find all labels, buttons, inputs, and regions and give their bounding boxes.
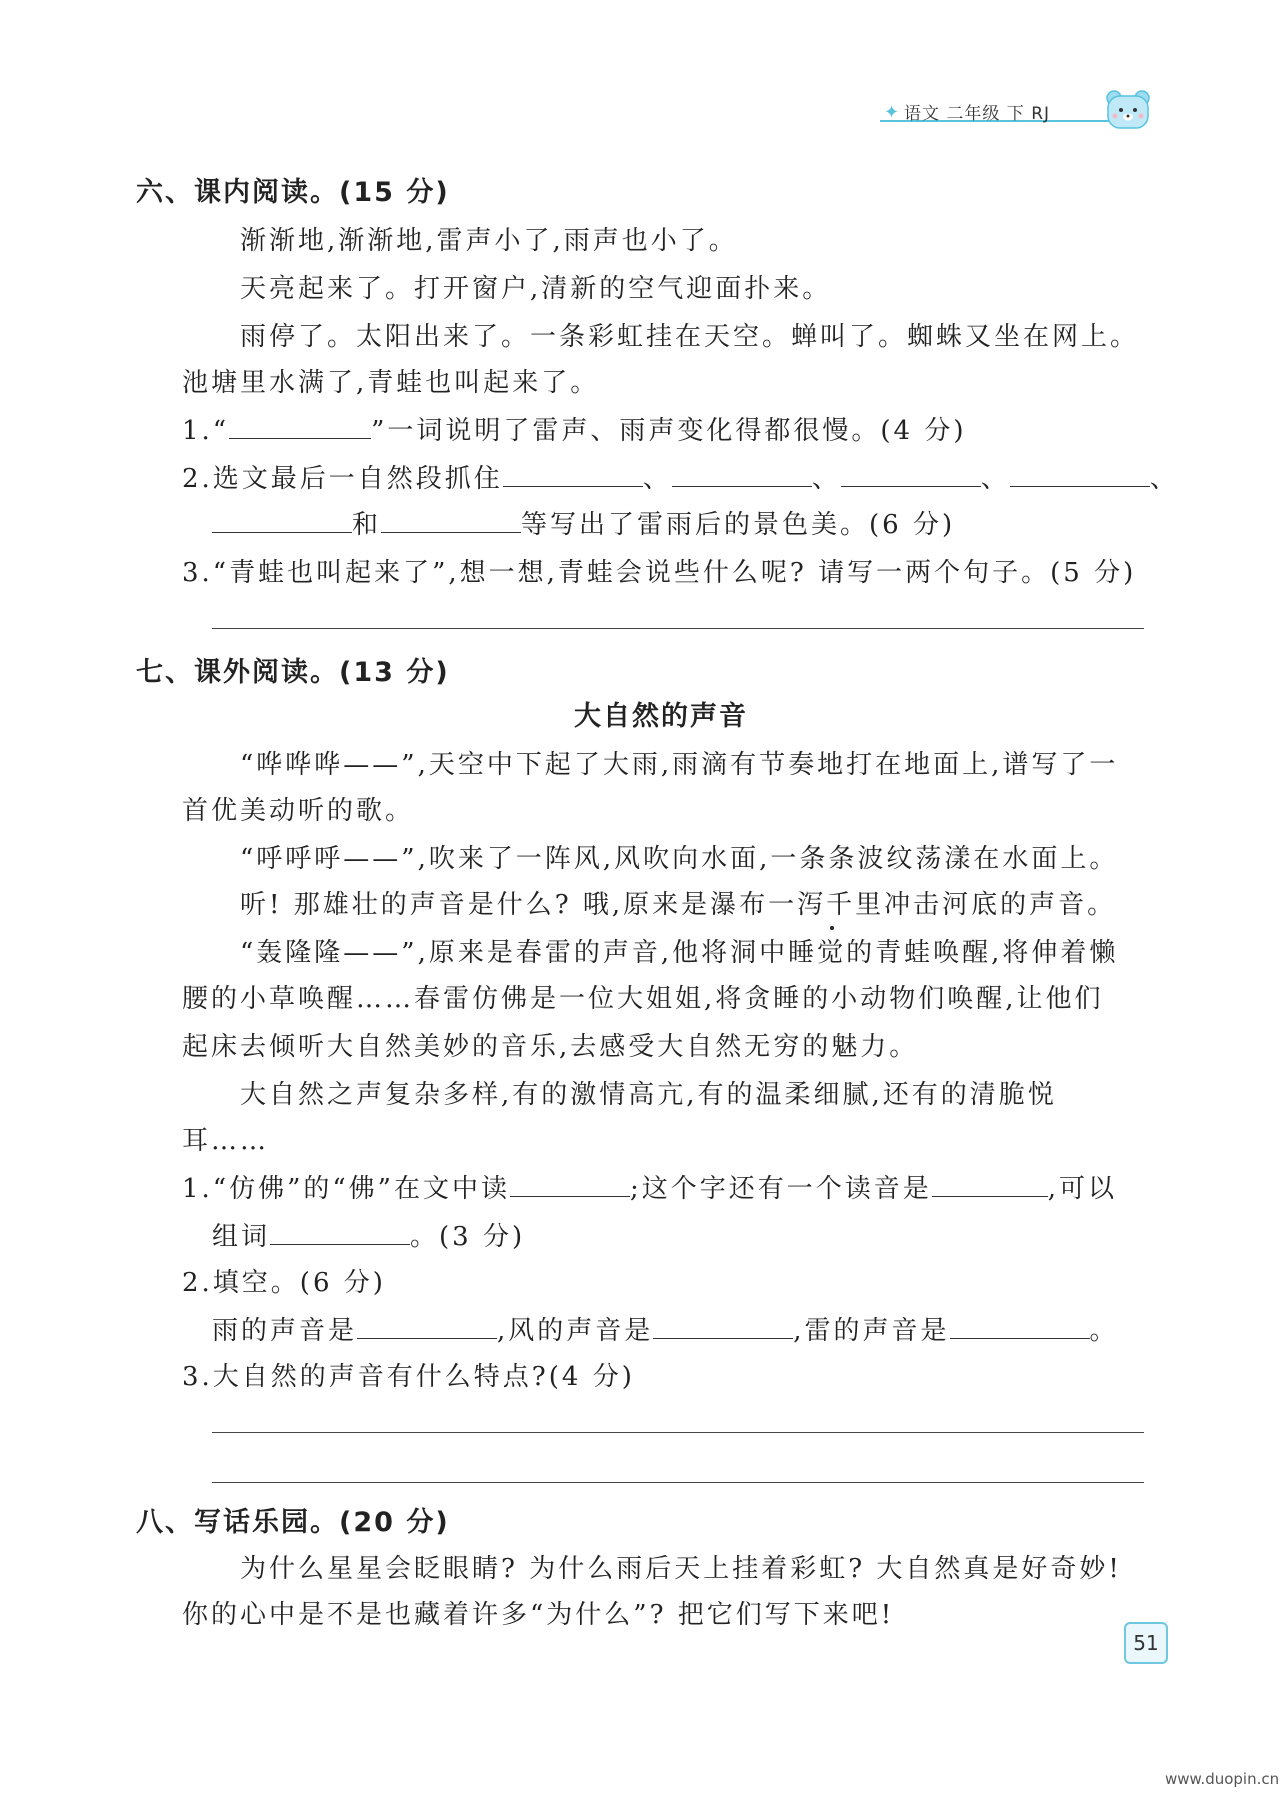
- p4a-text-end: 的青蛙唤醒,将伸着懒: [846, 938, 1119, 968]
- q1-prefix: 1.“仿佛”的“佛”在文中读: [182, 1174, 510, 1204]
- answer-blank[interactable]: [357, 1316, 497, 1339]
- answer-blank[interactable]: [229, 416, 371, 439]
- answer-blank[interactable]: [270, 1222, 410, 1245]
- bear-icon: [1104, 88, 1152, 134]
- s6-question-1: [182, 410, 967, 447]
- q1-prefix: 1.“: [182, 416, 230, 446]
- section-7-heading: 七、课外阅读。(13 分): [136, 657, 450, 688]
- passage-title: 大自然的声音: [574, 701, 748, 732]
- s6-paragraph-1: 渐渐地,渐渐地,雷声小了,雨声也小了。: [240, 226, 738, 256]
- q1b-prefix: 组词: [212, 1222, 271, 1252]
- s7-question-3: 3.大自然的声音有什么特点?(4 分): [182, 1362, 635, 1392]
- q1b-suffix: 。(3 分): [410, 1222, 526, 1252]
- q2-prefix: 2.选文最后一自然段抓住: [182, 464, 503, 494]
- s7-question-1b: [212, 1216, 525, 1253]
- q1-text: ”一词说明了雷声、雨声变化得都很慢。(4 分): [371, 416, 967, 446]
- thunder-sound-label: ,雷的声音是: [793, 1316, 950, 1346]
- separator: 、: [980, 464, 1010, 494]
- separator: 、: [642, 464, 672, 494]
- s7-question-2: 2.填空。(6 分): [182, 1268, 386, 1298]
- q2-text: 等写出了雷雨后的景色美。(6 分): [521, 510, 956, 540]
- answer-line[interactable]: [212, 1482, 1144, 1483]
- answer-blank[interactable]: [932, 1174, 1048, 1197]
- s7-paragraph-2: “呼呼呼——”,吹来了一阵风,风吹向水面,一条条波纹荡漾在水面上。: [240, 844, 1119, 874]
- rain-sound-label: 雨的声音是: [212, 1316, 358, 1346]
- answer-blank[interactable]: [950, 1316, 1090, 1339]
- p4a-text: “轰隆隆——”,原来是春雷的声音,他将洞中睡: [240, 938, 818, 968]
- s7-paragraph-5a: 大自然之声复杂多样,有的激情高亢,有的温柔细腻,还有的清脆悦: [240, 1080, 1057, 1110]
- answer-line[interactable]: [212, 1432, 1144, 1433]
- answer-blank[interactable]: [503, 464, 643, 487]
- answer-blank[interactable]: [672, 464, 812, 487]
- s7-paragraph-4b: 腰的小草唤醒……春雷仿佛是一位大姐姐,将贪睡的小动物们唤醒,让他们: [182, 984, 1104, 1014]
- page-number: 51: [1124, 1622, 1168, 1664]
- s6-paragraph-3b: 池塘里水满了,青蛙也叫起来了。: [182, 368, 600, 398]
- s7-paragraph-4c: 起床去倾听大自然美妙的音乐,去感受大自然无穷的魅力。: [182, 1032, 919, 1062]
- and-text: 和: [352, 510, 382, 540]
- footer-site: www.duopin.cn: [1165, 1770, 1280, 1788]
- s7-paragraph-3: 听! 那雄壮的声音是什么? 哦,原来是瀑布一泻千里冲击河底的声音。: [240, 890, 1117, 920]
- s7-paragraph-1a: “哗哗哗——”,天空中下起了大雨,雨滴有节奏地打在地面上,谱写了一: [240, 750, 1119, 780]
- s7-question-2b: [212, 1310, 1119, 1347]
- separator: 、: [811, 464, 841, 494]
- s8-paragraph-2: 你的心中是不是也藏着许多“为什么”? 把它们写下来吧!: [182, 1600, 895, 1630]
- s6-paragraph-2: 天亮起来了。打开窗户,清新的空气迎面扑来。: [240, 274, 832, 304]
- answer-blank[interactable]: [212, 510, 352, 533]
- s6-question-2: [182, 458, 1179, 495]
- s6-question-2b: [212, 504, 955, 541]
- separator: 、: [1149, 464, 1179, 494]
- section-8-heading: 八、写话乐园。(20 分): [136, 1507, 450, 1538]
- s6-question-3: 3.“青蛙也叫起来了”,想一想,青蛙会说些什么呢? 请写一两个句子。(5 分): [182, 558, 1137, 588]
- answer-blank[interactable]: [510, 1174, 630, 1197]
- q1-middle: ;这个字还有一个读音是: [629, 1174, 932, 1204]
- s7-paragraph-4a: [240, 932, 1118, 969]
- answer-blank[interactable]: [1010, 464, 1150, 487]
- s7-question-1: [182, 1168, 1117, 1205]
- s7-paragraph-1b: 首优美动听的歌。: [182, 796, 415, 826]
- answer-blank[interactable]: [381, 510, 521, 533]
- answer-line[interactable]: [212, 628, 1144, 629]
- wind-sound-label: ,风的声音是: [497, 1316, 654, 1346]
- sparkle-icon: ✦: [884, 102, 900, 123]
- s7-paragraph-5b: 耳……: [182, 1126, 270, 1156]
- answer-blank[interactable]: [653, 1316, 793, 1339]
- header-label: 语文 二年级 下 RJ: [904, 104, 1051, 124]
- s6-paragraph-3a: 雨停了。太阳出来了。一条彩虹挂在天空。蝉叫了。蜘蛛又坐在网上。: [240, 322, 1140, 352]
- period: 。: [1089, 1316, 1119, 1346]
- dotted-character: 觉: [817, 932, 846, 969]
- q1-suffix: ,可以: [1047, 1174, 1118, 1204]
- s8-paragraph-1: 为什么星星会眨眼睛? 为什么雨后天上挂着彩虹? 大自然真是好奇妙!: [240, 1554, 1122, 1584]
- section-6-heading: 六、课内阅读。(15 分): [136, 177, 450, 208]
- answer-blank[interactable]: [841, 464, 981, 487]
